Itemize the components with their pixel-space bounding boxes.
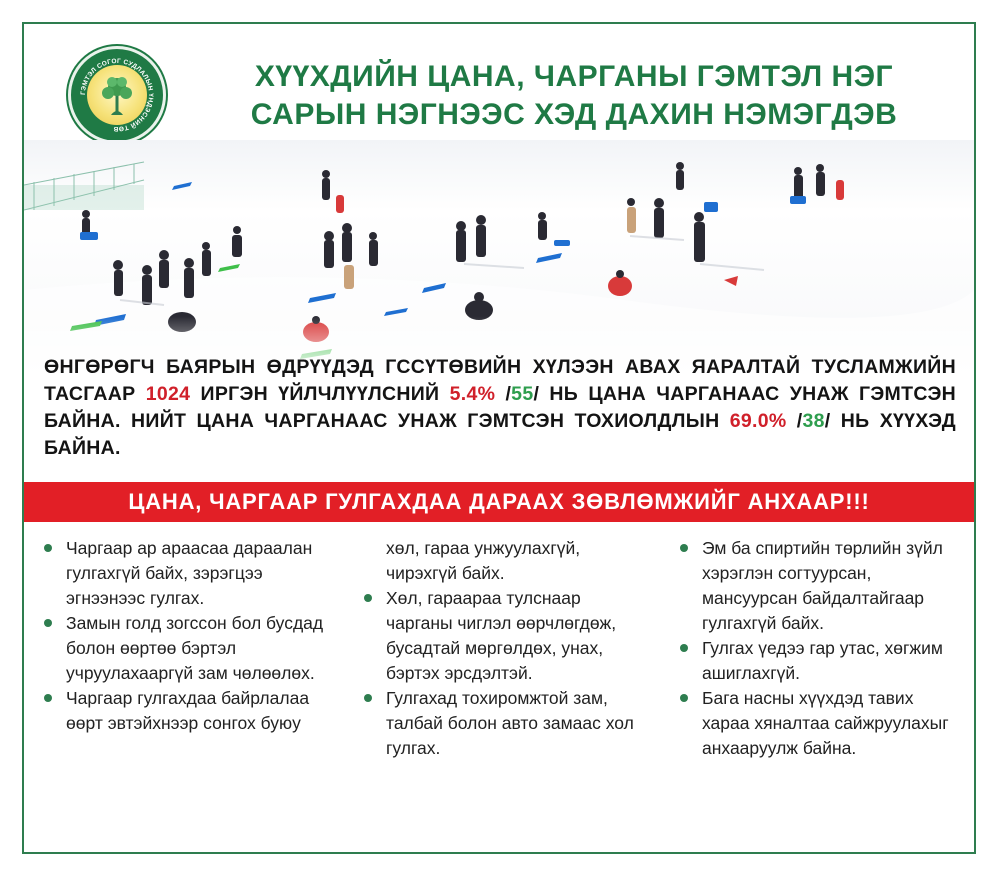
tips-column-1	[38, 536, 328, 736]
tip-text: Эм ба спиртийн төрлийн зүйл хэрэглэн согтуурсан, мансуурсан байдалтайгаар гулгахгүй байх.	[702, 538, 943, 633]
sled-injury-percent: 5.4%	[449, 383, 496, 405]
tip-text: Гулгах үедээ гар утас, хөгжим ашиглахгүй.	[702, 638, 943, 683]
list-item	[674, 686, 964, 761]
total-patients-number: 1024	[145, 383, 191, 405]
stats-text-4: / НЬ ХҮҮХЭД БАЙНА.	[44, 410, 956, 459]
bullet-icon	[680, 644, 688, 652]
list-item	[674, 536, 964, 636]
statistics-paragraph	[44, 354, 956, 462]
tip-text: Хөл, гараараа тулснаар чарганы чиглэл өөрчлөгдөж, бусадтай мөргөлдөх, унах, бэртэх эрсдэлтэй.	[386, 588, 617, 683]
tips-column-3	[674, 536, 964, 761]
title-line-1: ХҮҮХДИЙН ЦАНА, ЧАРГАНЫ ГЭМТЭЛ НЭГ	[254, 60, 894, 93]
bullet-icon	[44, 544, 52, 552]
infographic-frame	[22, 22, 976, 854]
list-item-continued	[358, 536, 648, 586]
tip-text: Замын голд зогссон бол бусдад болон өөртөө бэртэл учруулахааргүй зам чөлөөлөх.	[66, 613, 324, 683]
list-item	[38, 611, 328, 686]
stats-text-2: ИРГЭН ҮЙЛЧЛҮҮЛСНИЙ	[190, 383, 450, 405]
bullet-icon	[680, 544, 688, 552]
tips-column-2	[358, 536, 648, 761]
stats-text-3: / НЬ ЦАНА ЧАРГАНААС УНАЖ ГЭМТСЭН БАЙНА. НИЙТ ЦАНА ЧАРГАНААС УНАЖ ГЭМТСЭН ТОХИОЛДЛЫН	[44, 383, 956, 432]
tip-text: Чаргаар ар араасаа дараалан гулгахгүй байх, зэрэгцээ эгнээнээс гулгах.	[66, 538, 313, 608]
list-item	[358, 686, 648, 761]
tip-text: Гулгахад тохиромжтой зам, талбай болон авто замаас хол гулгах.	[386, 688, 634, 758]
child-injury-percent: 69.0%	[729, 410, 787, 432]
bullet-icon	[44, 619, 52, 627]
bullet-icon	[364, 594, 372, 602]
page-title	[194, 58, 954, 134]
tip-text: хөл, гараа унжуулахгүй, чирэхгүй байх.	[386, 538, 581, 583]
bullet-icon	[680, 694, 688, 702]
tip-text: Бага насны хүүхдэд тавих хараа хяналтаа сайжруулахыг анхааруулж байна.	[702, 688, 949, 758]
organization-logo	[68, 46, 166, 144]
sled-injury-count: 55	[511, 383, 534, 405]
bullet-icon	[44, 694, 52, 702]
child-injury-count: 38	[802, 410, 825, 432]
svg-text:ГЭМТЭЛ СОГОГ СУДЛАЛЫН ҮНДЭСНИЙ: ГЭМТЭЛ СОГОГ СУДЛАЛЫН ҮНДЭСНИЙ ТӨВ	[79, 57, 155, 133]
tip-text: Чаргаар гулгахдаа байрлалаа өөрт эвтэйхнээр сонгох буюу	[66, 688, 310, 733]
stats-separator-1: /	[495, 383, 512, 405]
title-line-2: САРЫН НЭГНЭЭС ХЭД ДАХИН НЭМЭГДЭВ	[250, 98, 898, 131]
list-item	[38, 536, 328, 611]
advice-banner: ЦАНА, ЧАРГААР ГУЛГАХДАА ДАРААХ ЗӨВЛӨМЖИЙГ АНХААР!!!	[24, 482, 974, 522]
sledding-photo	[24, 140, 974, 375]
bullet-icon	[364, 694, 372, 702]
stats-separator-2: /	[786, 410, 803, 432]
list-item	[358, 586, 648, 686]
stats-text-1: ӨНГӨРӨГЧ БАЯРЫН ӨДРҮҮДЭД ГССҮТӨВИЙН ХҮЛЭЭН АВАХ ЯАРАЛТАЙ ТУСЛАМЖИЙН ТАСГААР	[44, 356, 956, 405]
list-item	[674, 636, 964, 686]
list-item	[38, 686, 328, 736]
